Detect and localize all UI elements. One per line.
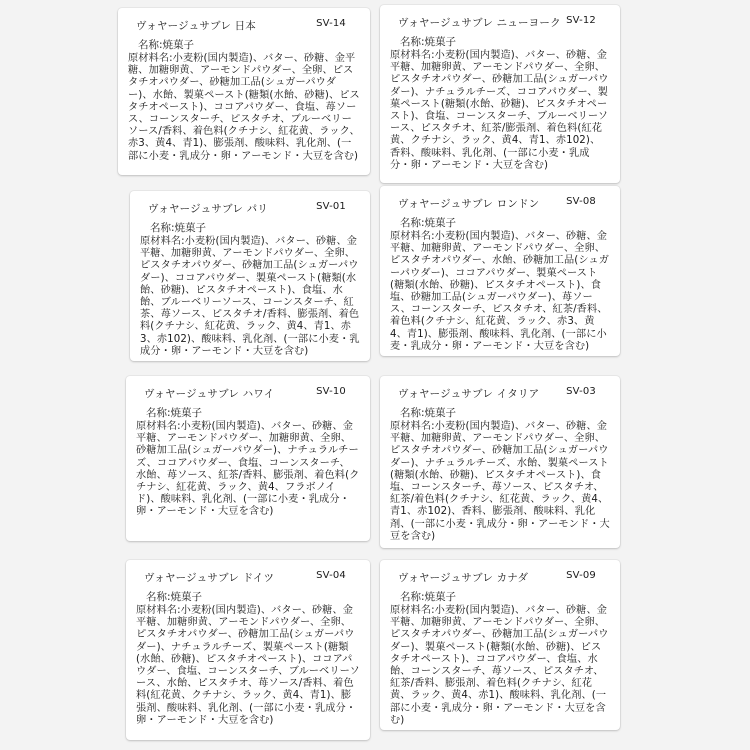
label-card-canada <box>380 560 620 730</box>
product-code: SV-12 <box>566 15 596 26</box>
product-code: SV-09 <box>566 570 596 581</box>
label-header <box>128 18 360 34</box>
label-header <box>140 201 360 217</box>
label-header <box>390 15 610 31</box>
product-title: ヴォヤージュサブレ パリ <box>148 203 268 215</box>
label-card-london <box>380 186 620 356</box>
product-name: 名称:焼菓子 <box>400 591 457 603</box>
product-name: 名称:焼菓子 <box>400 217 457 229</box>
product-title: ヴォヤージュサブレ イタリア <box>398 388 540 400</box>
product-code: SV-03 <box>566 386 596 397</box>
ingredients-text: 原材料名:小麦粉(国内製造)、バター、砂糖、金平糖、加糖卵黄、アーモンドパウダー、全卵、ピスタチオパウダー、砂糖加工品(シュガーパウダー)、ナチュラルチーズ、水飴、製菓ペースト(糖類(水飴、砂糖)、ピスタチオペースト)、食塩、コーンスターチ、苺ソース、ピスタチオ、紅茶/着色料(クチナシ、紅花黄、ラック、黄4、青1、赤102)、香料、膨張剤、酸味料、乳化剤、(一部に小麦・乳成分・卵・アーモンド・大豆を含む) <box>390 421 610 542</box>
label-card-germany <box>126 560 370 740</box>
product-title: ヴォヤージュサブレ ロンドン <box>398 198 540 210</box>
product-title: ヴォヤージュサブレ ニューヨーク <box>398 17 561 29</box>
product-name: 名称:焼菓子 <box>400 407 457 419</box>
product-title: ヴォヤージュサブレ ハワイ <box>144 388 275 400</box>
product-code: SV-01 <box>316 201 346 212</box>
product-code: SV-14 <box>316 18 346 29</box>
product-code: SV-10 <box>316 386 346 397</box>
product-code: SV-04 <box>316 570 346 581</box>
ingredients-text: 原材料名:小麦粉(国内製造)、バター、砂糖、金平糖、加糖卵黄、アーモンドパウダー、全卵、ピスタチオパウダー、砂糖加工品(シュガーパウダー)、製菓ペースト(糖類(水飴、砂糖)、ピスタチオペースト)、ココアパウダー、食塩、水飴、コーンスターチ、苺ソース、ピスタチオ、紅茶/香料、膨張剤、着色料(クチナシ、紅花黄、ラック、黄4、赤1)、酸味料、乳化剤、(一部に小麦・乳成分・卵・アーモンド・大豆を含む) <box>390 605 609 726</box>
label-header <box>390 570 610 586</box>
ingredients-text: 原材料名:小麦粉(国内製造)、バター、砂糖、金平糖、加糖卵黄、アーモンドパウダー、全卵、ピスタチオパウダー、砂糖加工品(シュガーパウダー)、ナチュラルチーズ、製菓ペースト(糖類(水飴、砂糖)、ピスタチオペースト)、ココアパウダー、食塩、コーンスターチ、ブルーベリーソース、水飴、ピスタチオ、苺ソース/香料、着色料(紅花黄、クチナシ、ラック、黄4、青1)、膨張剤、酸味料、乳化剤、(一部に小麦・乳成分・卵・アーモンド・大豆を含む) <box>136 605 360 726</box>
product-name: 名称:焼菓子 <box>146 591 203 603</box>
product-title: ヴォヤージュサブレ 日本 <box>136 20 256 32</box>
label-header <box>390 386 610 402</box>
label-header <box>136 570 360 586</box>
product-name: 名称:焼菓子 <box>150 222 207 234</box>
product-title: ヴォヤージュサブレ カナダ <box>398 572 529 584</box>
label-card-italy <box>380 376 620 548</box>
ingredients-text: 原材料名:小麦粉(国内製造)、バター、砂糖、金平糖、加糖卵黄、アーモンドパウダー、全卵、ピスタチオパウダー、砂糖加工品(シュガーパウダー)、ココアパウダー、製菓ペースト(糖類(水飴、砂糖)、ピスタチオペースト)、食塩、水飴、ブルーベリーソース、コーンスターチ、紅茶、苺ソース、ピスタチオ/香料、膨張剤、着色料(クチナシ、紅花黄、ラック、黄4、青1、赤3、赤102)、酸味料、乳化剤、(一部に小麦・乳成分・卵・アーモンド・大豆を含む) <box>140 236 360 357</box>
label-card-hawaii <box>126 376 370 541</box>
product-code: SV-08 <box>566 196 596 207</box>
label-card-paris <box>130 191 370 361</box>
product-name: 名称:焼菓子 <box>138 39 195 51</box>
label-card-japan <box>118 8 370 175</box>
ingredients-text: 原材料名:小麦粉(国内製造)、バター、砂糖、金平糖、アーモンドパウダー、加糖卵黄、全卵、砂糖加工品(シュガーパウダー)、ナチュラルチーズ、ココアパウダー、食塩、コーンスターチ、水飴、苺ソース、紅茶/香料、膨張剤、着色料(クチナシ、紅花黄、ラック、黄4、フラボノイド)、酸味料、乳化剤、(一部に小麦・乳成分・卵・アーモンド・大豆を含む) <box>136 421 360 518</box>
label-header <box>136 386 360 402</box>
ingredients-text: 原材料名:小麦粉(国内製造)、バター、砂糖、金平糖、加糖卵黄、アーモンドパウダー、全卵、ピスタチオパウダー、砂糖加工品(シュガーパウダー)、ナチュラルチーズ、ココアパウダー、製菓ペースト(糖類(水飴、砂糖)、ピスタチオペースト)、食塩、コーンスターチ、ブルーベリーソース、ピスタチオ、紅茶/膨張剤、着色料(紅花黄、クチナシ、ラック、黄4、青1、赤102)、香料、酸味料、乳化剤、(一部に小麦・乳成分・卵・アーモンド・大豆を含む) <box>390 50 609 171</box>
ingredients-text: 原材料名:小麦粉(国内製造)、バター、砂糖、金平糖、加糖卵黄、アーモンドパウダー、全卵、ピスタチオパウダー、水飴、砂糖加工品(シュガーパウダー)、ココアパウダー、製菓ペースト(糖類(水飴、砂糖)、ピスタチオペースト)、食塩、砂糖加工品(シュガーパウダー)、苺ソース、コーンスターチ、ピスタチオ、紅茶/香料、着色料(クチナシ、紅花黄、ラック、赤3、黄4、青1)、膨張剤、酸味料、乳化剤、(一部に小麦・乳成分・卵・アーモンド・大豆を含む) <box>390 231 609 352</box>
product-title: ヴォヤージュサブレ ドイツ <box>144 572 275 584</box>
label-card-new-york <box>380 5 620 183</box>
label-header <box>390 196 610 212</box>
product-name: 名称:焼菓子 <box>146 407 203 419</box>
ingredients-text: 原材料名:小麦粉(国内製造)、バター、砂糖、金平糖、加糖卵黄、アーモンドパウダー、全卵、ピスタチオパウダー、砂糖加工品(シュガーパウダー)、水飴、製菓ペースト(糖類(水飴、砂糖)、ピスタチオペースト)、ココアパウダー、食塩、苺ソース、コーンスターチ、ピスタチオ、ブルーベリーソース/香料、着色料(クチナシ、紅花黄、ラック、赤3、黄4、青1)、膨張剤、酸味料、乳化剤、(一部に小麦・乳成分・卵・アーモンド・大豆を含む) <box>128 53 360 162</box>
product-name: 名称:焼菓子 <box>400 36 457 48</box>
